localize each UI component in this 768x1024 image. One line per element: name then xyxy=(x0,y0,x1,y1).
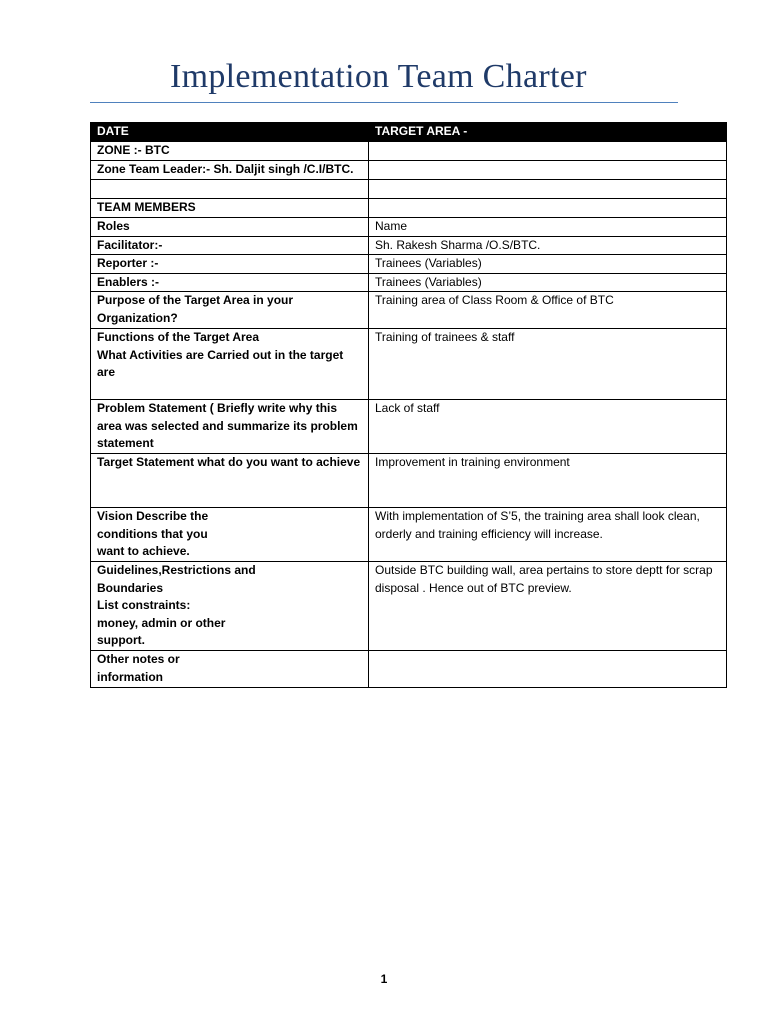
purpose-label-cell: Purpose of the Target Area in your Organization? xyxy=(91,292,369,329)
zone-label-cell: ZONE :- BTC xyxy=(91,142,369,161)
table-row xyxy=(91,400,727,454)
other-notes-label-cell: Other notes or information xyxy=(91,651,369,688)
roles-label-cell: Roles xyxy=(91,218,369,237)
guidelines-label-cell: Guidelines,Restrictions and Boundaries List constraints: money, admin or other support. xyxy=(91,562,369,651)
team-members-value-cell xyxy=(369,199,727,218)
document-title: Implementation Team Charter xyxy=(170,58,587,95)
purpose-value-cell: Training area of Class Room & Office of BTC xyxy=(369,292,727,329)
zone-team-leader-value-cell xyxy=(369,161,727,180)
enablers-label-cell: Enablers :- xyxy=(91,273,369,292)
table-row xyxy=(91,142,727,161)
table-row xyxy=(91,651,727,688)
page-number: 1 xyxy=(380,972,388,986)
team-members-label-cell: TEAM MEMBERS xyxy=(91,199,369,218)
table-row xyxy=(91,161,727,180)
table-row xyxy=(91,562,727,651)
problem-statement-value-cell: Lack of staff xyxy=(369,400,727,454)
enablers-value-cell: Trainees (Variables) xyxy=(369,273,727,292)
title-underline xyxy=(90,102,678,103)
charter-table xyxy=(90,122,727,688)
zone-team-leader-label-cell: Zone Team Leader:- Sh. Daljit singh /C.I/BTC. xyxy=(91,161,369,180)
table-row xyxy=(91,180,727,199)
name-column-cell: Name xyxy=(369,218,727,237)
table-row xyxy=(91,454,727,508)
table-row xyxy=(91,292,727,329)
functions-label-cell: Functions of the Target Area What Activities are Carried out in the target are xyxy=(91,329,369,400)
functions-value-cell: Training of trainees & staff xyxy=(369,329,727,400)
vision-label-cell: Vision Describe the conditions that you want to achieve. xyxy=(91,508,369,562)
date-header-cell: DATE xyxy=(91,123,369,142)
guidelines-value-cell: Outside BTC building wall, area pertains to store deptt for scrap disposal . Hence out of BTC preview. xyxy=(369,562,727,651)
facilitator-label-cell: Facilitator:- xyxy=(91,236,369,255)
table-row xyxy=(91,329,727,400)
facilitator-value-cell: Sh. Rakesh Sharma /O.S/BTC. xyxy=(369,236,727,255)
other-notes-value-cell xyxy=(369,651,727,688)
blank-value-cell xyxy=(369,180,727,199)
table-row xyxy=(91,273,727,292)
blank-label-cell xyxy=(91,180,369,199)
table-row xyxy=(91,508,727,562)
table-row xyxy=(91,255,727,274)
zone-value-cell xyxy=(369,142,727,161)
reporter-value-cell: Trainees (Variables) xyxy=(369,255,727,274)
target-statement-value-cell: Improvement in training environment xyxy=(369,454,727,508)
table-header-row xyxy=(91,123,727,142)
table-row xyxy=(91,218,727,237)
table-row xyxy=(91,199,727,218)
vision-value-cell: With implementation of S’5, the training area shall look clean, orderly and training efficiency will increase. xyxy=(369,508,727,562)
target-statement-label-cell: Target Statement what do you want to achieve xyxy=(91,454,369,508)
target-area-header-cell: TARGET AREA - xyxy=(369,123,727,142)
problem-statement-label-cell: Problem Statement ( Briefly write why this area was selected and summarize its problem statement xyxy=(91,400,369,454)
table-row xyxy=(91,236,727,255)
reporter-label-cell: Reporter :- xyxy=(91,255,369,274)
